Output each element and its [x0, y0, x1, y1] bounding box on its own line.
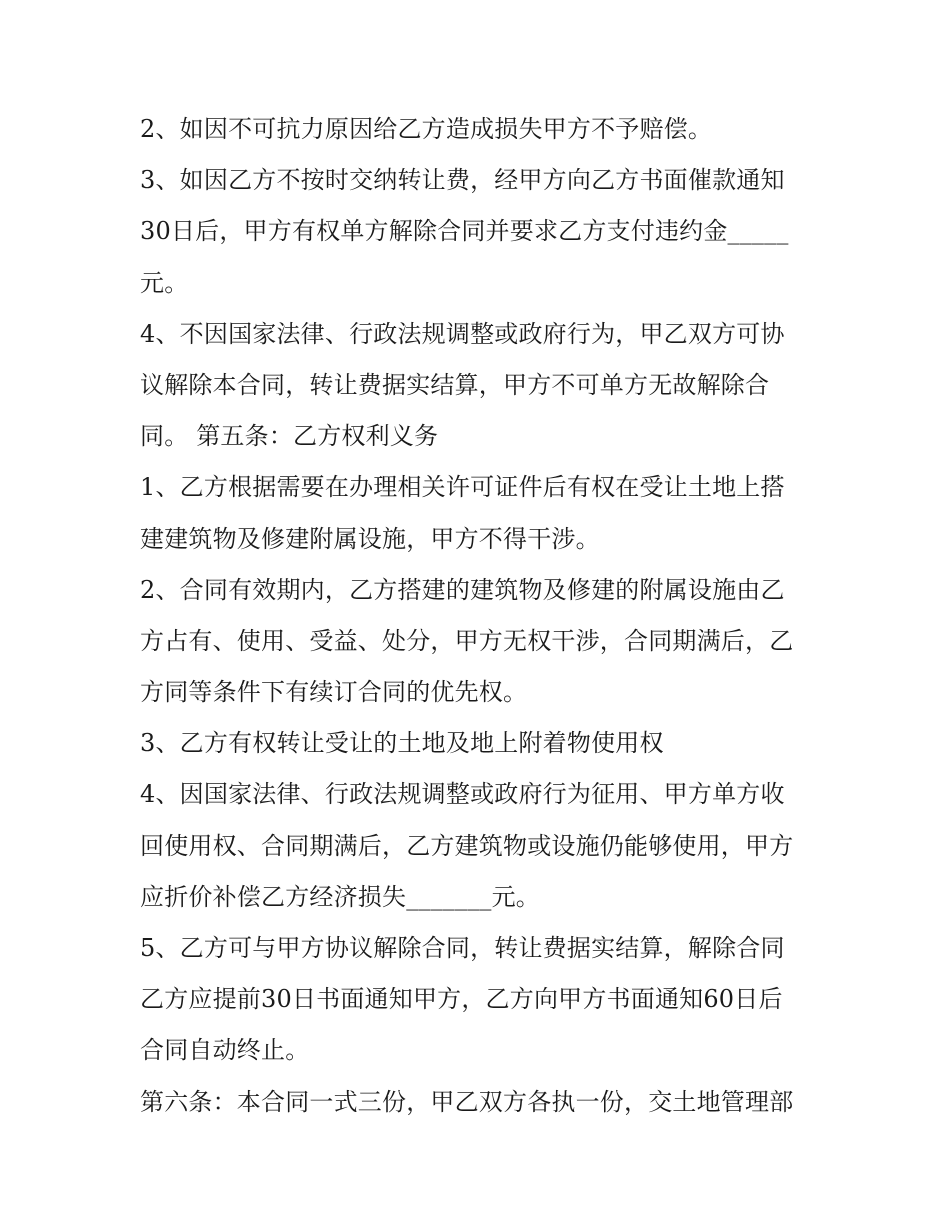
text-line: 乙方应提前30日书面通知甲方，乙方向甲方书面通知60日后	[140, 985, 783, 1014]
text-line: 3、如因乙方不按时交纳转让费，经甲方向乙方书面催款通知	[140, 166, 785, 195]
text-line: 3、乙方有权转让受让的土地及地上附着物使用权	[140, 729, 664, 758]
contract-text	[140, 104, 820, 1128]
text-line: 第六条：本合同一式三份，甲乙双方各执一份，交土地管理部	[140, 1087, 794, 1116]
text-line: 4、因国家法律、行政法规调整或政府行为征用、甲方单方收	[140, 780, 785, 809]
text-line: 方占有、使用、受益、处分，甲方无权干涉，合同期满后，乙	[140, 626, 794, 655]
text-line: 议解除本合同，转让费据实结算，甲方不可单方无故解除合	[140, 370, 770, 399]
text-line: 元。	[140, 268, 189, 297]
text-line: 2、合同有效期内，乙方搭建的建筑物及修建的附属设施由乙	[140, 575, 785, 604]
text-line: 建建筑物及修建附属设施，甲方不得干涉。	[140, 524, 600, 553]
text-line: 2、如因不可抗力原因给乙方造成损失甲方不予赔偿。	[140, 115, 713, 143]
text-line: 5、乙方可与甲方协议解除合同，转让费据实结算，解除合同	[140, 934, 785, 962]
text-line: 4、不因国家法律、行政法规调整或政府行为，甲乙双方可协	[140, 319, 785, 348]
text-line: 1、乙方根据需要在办理相关许可证件后有权在受让土地上搭	[140, 473, 785, 502]
text-line: 方同等条件下有续订合同的优先权。	[140, 678, 528, 707]
text-line: 同。 第五条：乙方权利义务	[140, 422, 439, 451]
text-line: 30日后，甲方有权单方解除合同并要求乙方支付违约金_____	[140, 217, 789, 246]
text-line: 合同自动终止。	[140, 1036, 310, 1065]
text-line: 应折价补偿乙方经济损失_______元。	[140, 882, 540, 911]
text-line: 回使用权、合同期满后，乙方建筑物或设施仍能够使用，甲方	[140, 831, 794, 860]
